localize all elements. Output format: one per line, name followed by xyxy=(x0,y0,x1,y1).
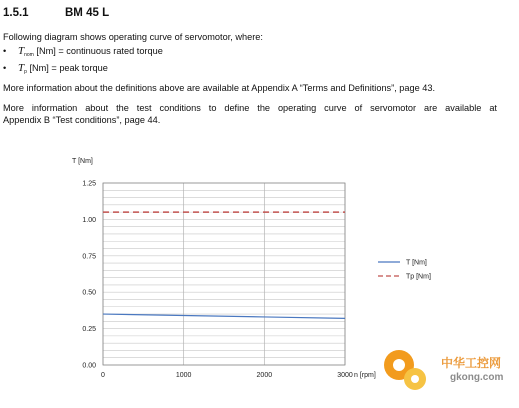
watermark-logo xyxy=(384,350,503,390)
watermark-url: gkong.com xyxy=(450,372,504,383)
bullet-glyph: • xyxy=(3,46,7,56)
test-conditions-line-1: More information about the test conditions to define the operating curve of servomotor are available at xyxy=(3,103,497,113)
bullet-text: [Nm] = peak torque xyxy=(26,63,108,73)
section-title: BM 45 L xyxy=(65,7,110,19)
x-tick-label: 0 xyxy=(101,372,105,379)
watermark-cn: 中华工控网 xyxy=(441,356,502,370)
x-tick-label: 2000 xyxy=(256,372,273,379)
definitions-paragraph: More information about the definitions above are available at Appendix A “Terms and Definitions”, page 43. xyxy=(3,83,436,93)
bullet-glyph: • xyxy=(3,63,7,73)
legend-label: Tp [Nm] xyxy=(406,273,431,281)
x-tick-label: 3000 xyxy=(337,372,353,379)
series-line-continuous-torque xyxy=(103,314,345,318)
section-number: 1.5.1 xyxy=(3,7,29,19)
legend-label: T [Nm] xyxy=(406,259,427,267)
y-tick-label: 0.00 xyxy=(82,362,96,370)
bullet-text: [Nm] = continuous rated torque xyxy=(33,46,163,56)
plot-frame xyxy=(103,183,345,365)
y-tick-label: 1.25 xyxy=(82,180,96,188)
gear-icon xyxy=(384,350,426,390)
y-tick-label: 0.75 xyxy=(82,253,96,261)
x-tick-label: 1000 xyxy=(175,372,192,379)
chart-grid xyxy=(103,183,345,365)
chart-axes xyxy=(82,181,353,380)
test-conditions-line-2: Appendix B “Test conditions”, page 44. xyxy=(3,115,161,125)
torque-symbol: $T_p$ xyxy=(18,62,27,75)
y-axis-label: T [Nm] xyxy=(72,158,93,165)
intro-text: Following diagram shows operating curve of servomotor, where: xyxy=(3,32,263,42)
torque-symbol: $T_{nom}$ xyxy=(18,45,34,58)
y-tick-label: 0.50 xyxy=(82,289,96,297)
chart-legend xyxy=(378,260,431,281)
x-axis-label: n [rpm] xyxy=(354,372,376,379)
y-tick-label: 1.00 xyxy=(82,216,96,224)
y-tick-label: 0.25 xyxy=(82,326,96,334)
chart-series xyxy=(103,212,345,318)
